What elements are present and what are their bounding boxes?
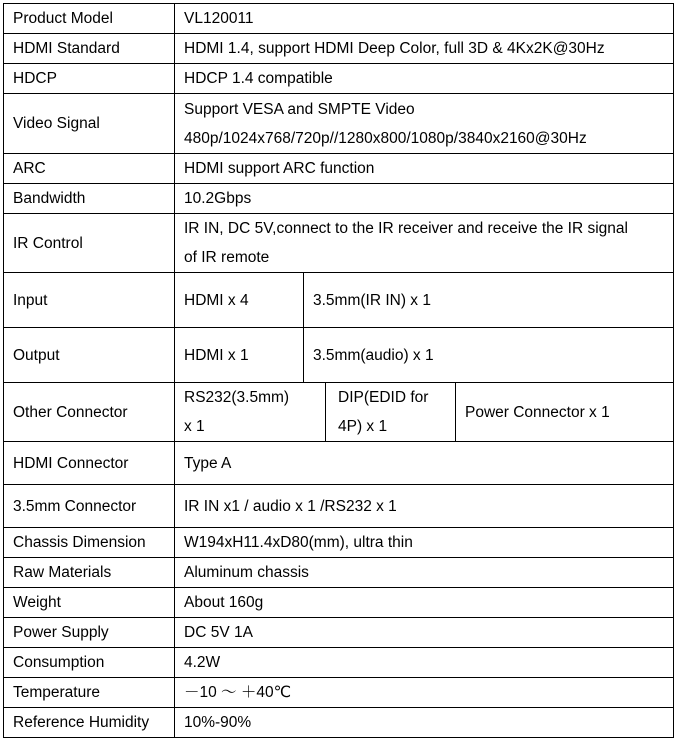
row-output (4, 328, 674, 383)
row-bandwidth (4, 184, 674, 214)
label-bandwidth: Bandwidth (4, 184, 175, 214)
label-hdcp: HDCP (4, 64, 175, 94)
value-raw-materials: Aluminum chassis (175, 558, 674, 588)
row-hdmi-standard (4, 34, 674, 64)
row-power-supply (4, 618, 674, 648)
value-temperature: －10 ～ ＋40℃ (175, 678, 674, 708)
row-other-connector (4, 383, 674, 442)
label-hdmi-standard: HDMI Standard (4, 34, 175, 64)
row-weight (4, 588, 674, 618)
row-hdmi-connector (4, 442, 674, 485)
value-input-ir: 3.5mm(IR IN) x 1 (304, 273, 674, 328)
value-ir-control (175, 214, 674, 273)
label-other-connector: Other Connector (4, 383, 175, 442)
label-reference-humidity: Reference Humidity (4, 708, 175, 738)
label-consumption: Consumption (4, 648, 175, 678)
ir-control-line-1: IR IN, DC 5V,connect to the IR receiver and receive the IR signal (184, 220, 628, 237)
value-hdcp: HDCP 1.4 compatible (175, 64, 674, 94)
row-raw-materials (4, 558, 674, 588)
value-other-rs232 (175, 383, 326, 442)
value-input-hdmi: HDMI x 4 (175, 273, 304, 328)
rs232-line-2: x 1 (184, 418, 205, 435)
label-3-5mm-connector: 3.5mm Connector (4, 485, 175, 528)
video-signal-line-2: 480p/1024x768/720p//1280x800/1080p/3840x2160@30Hz (184, 129, 587, 147)
row-video-signal (4, 94, 674, 154)
row-reference-humidity (4, 708, 674, 738)
value-power-supply: DC 5V 1A (175, 618, 674, 648)
row-input (4, 273, 674, 328)
label-input: Input (4, 273, 175, 328)
value-consumption: 4.2W (175, 648, 674, 678)
row-3-5mm-connector (4, 485, 674, 528)
value-product-model: VL120011 (175, 4, 674, 34)
value-hdmi-standard: HDMI 1.4, support HDMI Deep Color, full 3D & 4Kx2K@30Hz (175, 34, 674, 64)
label-weight: Weight (4, 588, 175, 618)
value-other-power: Power Connector x 1 (456, 383, 674, 442)
row-temperature (4, 678, 674, 708)
row-chassis-dimension (4, 528, 674, 558)
value-other-dip (326, 383, 456, 442)
value-arc: HDMI support ARC function (175, 154, 674, 184)
spec-table (3, 3, 674, 738)
label-temperature: Temperature (4, 678, 175, 708)
value-chassis-dimension: W194xH11.4xD80(mm), ultra thin (175, 528, 674, 558)
label-video-signal: Video Signal (4, 94, 175, 154)
row-product-model (4, 4, 674, 34)
value-output-audio: 3.5mm(audio) x 1 (304, 328, 674, 383)
row-hdcp (4, 64, 674, 94)
dip-line-1: DIP(EDID for (338, 389, 429, 406)
ir-control-line-2: of IR remote (184, 249, 270, 266)
row-ir-control (4, 214, 674, 273)
video-signal-line-1: Support VESA and SMPTE Video (184, 100, 415, 118)
value-output-hdmi: HDMI x 1 (175, 328, 304, 383)
value-weight: About 160g (175, 588, 674, 618)
value-video-signal (175, 94, 674, 154)
value-hdmi-connector: Type A (175, 442, 674, 485)
label-chassis-dimension: Chassis Dimension (4, 528, 175, 558)
label-power-supply: Power Supply (4, 618, 175, 648)
label-hdmi-connector: HDMI Connector (4, 442, 175, 485)
value-reference-humidity: 10%-90% (175, 708, 674, 738)
dip-line-2: 4P) x 1 (338, 418, 388, 435)
label-ir-control: IR Control (4, 214, 175, 273)
label-raw-materials: Raw Materials (4, 558, 175, 588)
value-3-5mm-connector: IR IN x1 / audio x 1 /RS232 x 1 (175, 485, 674, 528)
row-consumption (4, 648, 674, 678)
value-bandwidth: 10.2Gbps (175, 184, 674, 214)
label-output: Output (4, 328, 175, 383)
row-arc (4, 154, 674, 184)
label-arc: ARC (4, 154, 175, 184)
rs232-line-1: RS232(3.5mm) (184, 389, 290, 406)
label-product-model: Product Model (4, 4, 175, 34)
